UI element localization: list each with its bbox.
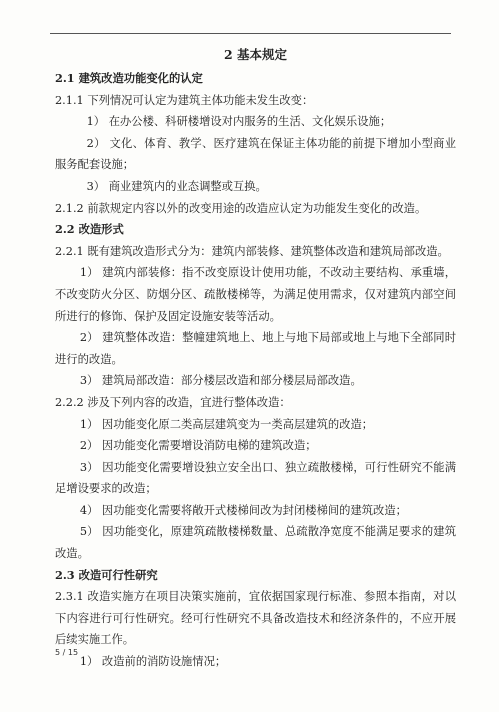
- paragraph: 2.2.2 涉及下列内容的改造，宜进行整体改造：: [55, 395, 291, 409]
- list-item: 3） 商业建筑内的业态调整或互换。: [86, 179, 267, 193]
- list-item: 1） 因功能变化原二类高层建筑变为一类高层建筑的改造；: [79, 417, 374, 431]
- paragraph: 2.2.1 既有建筑改造形式分为：建筑内部装修、建筑整体改造和建筑局部改造。: [55, 244, 449, 258]
- list-item: 4） 因功能变化需要将敞开式楼梯间改为封闭楼梯间的建筑改造；: [79, 503, 407, 517]
- list-item: 3） 建筑局部改造：部分楼层改造和部分楼层局部改造。: [79, 374, 362, 388]
- list-item: 3） 因功能变化需要增设独立安全出口、独立疏散楼梯，可行性研究不能满足增设要求的改造；: [55, 460, 456, 496]
- list-item: 2） 因功能变化需要增设消防电梯的建筑改造；: [79, 439, 317, 453]
- page-number: 5 / 15: [55, 648, 79, 657]
- section-heading: 2.2 改造形式: [55, 222, 124, 237]
- section-heading: 2.1 建筑改造功能变化的认定: [55, 71, 203, 85]
- section-2-3: [55, 565, 456, 673]
- section-2-2: [55, 219, 456, 565]
- paragraph: 2.3.1 改造实施方在项目决策实施前，宜依据国家现行标准、参照本指南，对以下内容进行可行性研究。经可行性研究不具备改造技术和经济条件的，不应开展后续实施工作。: [55, 590, 456, 647]
- section-heading: 2.3 改造可行性研究: [55, 567, 158, 582]
- list-item: 1） 建筑内部装修：指不改变原设计使用功能，不改动主要结构、承重墙，不改变防火分区、防烟分区、疏散楼梯等，为满足使用需求，仅对建筑内部空间所进行的修饰、保护及固定设施安装等活动。: [55, 266, 456, 323]
- list-item: 2） 文化、体育、教学、医疗建筑在保证主体功能的前提下增加小型商业服务配套设施；: [55, 136, 456, 172]
- header-rule: [50, 33, 451, 34]
- paragraph: 2.1.1 下列情况可认定为建筑主体功能未发生改变：: [55, 93, 314, 107]
- list-item: 2） 建筑整体改造：整幢建筑地上、地上与地下局部或地上与地下全部同时进行的改造。: [55, 331, 456, 366]
- document-page: [55, 44, 456, 673]
- list-item: 1） 在办公楼、科研楼增设对内服务的生活、文化娱乐设施；: [86, 115, 392, 129]
- section-2-1: [55, 68, 456, 219]
- paragraph: 2.1.2 前款规定内容以外的改变用途的改造应认定为功能发生变化的改造。: [55, 201, 427, 215]
- list-item: 5） 因功能变化，原建筑疏散楼梯数量、总疏散净宽度不能满足要求的建筑改造。: [55, 525, 456, 561]
- chapter-title: 2 基本规定: [223, 47, 288, 62]
- list-item: 1） 改造前的消防设施情况；: [79, 655, 227, 669]
